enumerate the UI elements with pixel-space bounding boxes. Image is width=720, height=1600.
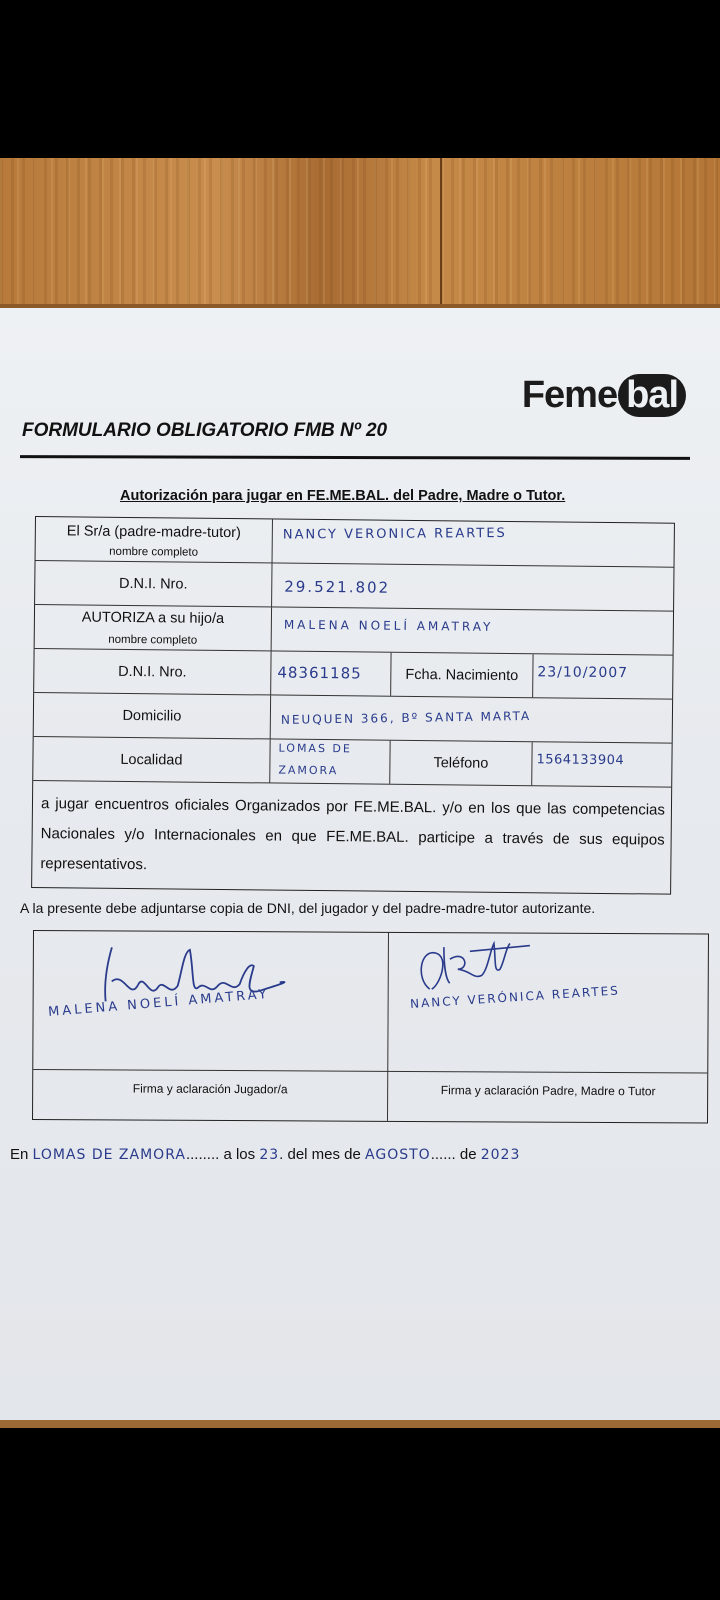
tutor-name-signature-handwritten: NANCY VERÓNICA REARTES (409, 983, 621, 1011)
logo-text: Feme (521, 374, 618, 416)
tutor-dni-cell (271, 563, 673, 610)
child-sublabel: nombre completo (108, 633, 198, 647)
birth-date-handwritten: 23/10/2007 (537, 664, 629, 682)
autoriza-label: AUTORIZA a su hijo/a (81, 609, 225, 627)
wood-plank-seam (440, 158, 442, 310)
place-year-handwritten: 2023 (480, 1147, 521, 1163)
wooden-table-background (0, 158, 720, 310)
tutor-dni-handwritten: 29.521.802 (284, 577, 391, 597)
signature-caption-divider (33, 1069, 707, 1074)
table-row-tutor-dni (35, 561, 673, 612)
birth-date-cell (532, 654, 672, 698)
form-title: FORMULARIO OBLIGATORIO FMB Nº 20 (22, 420, 388, 441)
dni-label: D.N.I. Nro. (118, 575, 188, 593)
tutor-label-cell (36, 517, 272, 562)
place-month-handwritten: AGOSTO (365, 1147, 431, 1163)
authorization-table (31, 516, 675, 895)
domicilio-cell (270, 695, 672, 742)
player-name-handwritten: MALENA NOELÍ AMATRAY (47, 986, 271, 1021)
player-signature-caption: Firma y aclaración Jugador/a (132, 1081, 288, 1097)
tutor-label: El Sr/a (padre-madre-tutor) (66, 523, 241, 542)
telefono-cell (531, 742, 671, 786)
domicilio-handwritten: NEUQUEN 366, Bº SANTA MARTA (280, 708, 532, 727)
authorization-paragraph: a jugar encuentros oficiales Organizados por FE.ME.BAL. y/o en los que las competencias Nacionales y/o Internacionales en que FE.ME.BAL. participe a través de sus equipos representativos. (40, 795, 666, 874)
table-row-child-dni (34, 649, 672, 700)
authorization-paragraph-cell (32, 781, 671, 894)
domicilio-label: Domicilio (122, 707, 182, 725)
table-row-tutor (36, 517, 674, 568)
title-divider (20, 455, 690, 460)
tutor-name-cell (272, 519, 674, 566)
place-day-handwritten: 23 (259, 1147, 280, 1163)
logo-badge: bal (618, 374, 686, 417)
form-subtitle: Autorización para jugar en FE.ME.BAL. del Padre, Madre o Tutor. (120, 488, 566, 504)
place-de: ...... de (430, 1146, 477, 1163)
birth-date-label: Fcha. Nacimiento (390, 653, 532, 697)
tutor-sublabel: nombre completo (109, 545, 199, 559)
telefono-handwritten: 1564133904 (536, 752, 625, 769)
child-dni-label: D.N.I. Nro. (118, 663, 187, 681)
place-city-handwritten: LOMAS DE ZAMORA (32, 1147, 186, 1163)
autoriza-label-cell (35, 605, 271, 650)
table-row-child (35, 605, 673, 656)
tutor-signature-caption: Firma y aclaración Padre, Madre o Tutor (440, 1083, 656, 1099)
table-row-localidad (33, 737, 671, 788)
localidad-line1-handwritten: LOMAS DE (278, 741, 352, 756)
femebal-logo (522, 374, 686, 417)
tutor-name-handwritten: NANCY VERONICA REARTES (282, 525, 507, 543)
localidad-cell (269, 739, 389, 783)
attachment-note: A la presente debe adjuntarse copia de DNI, del jugador y del padre-madre-tutor autorizante. (20, 900, 596, 916)
localidad-line2-handwritten: ZAMORA (278, 763, 339, 778)
child-dni-cell (270, 651, 390, 695)
telefono-label: Teléfono (389, 741, 531, 785)
table-row-domicilio (34, 693, 672, 744)
child-name-handwritten: MALENA NOELÍ AMATRAY (283, 617, 494, 634)
localidad-label: Localidad (120, 751, 183, 769)
signature-box (32, 930, 709, 1124)
place-date-line (10, 1146, 520, 1163)
place-prefix: En (10, 1146, 29, 1163)
place-del-mes: . del mes de (279, 1146, 361, 1163)
form-document (0, 308, 720, 1420)
child-dni-handwritten: 48361185 (277, 663, 362, 683)
place-a-los: ........ a los (185, 1146, 256, 1163)
child-name-cell (271, 607, 673, 654)
